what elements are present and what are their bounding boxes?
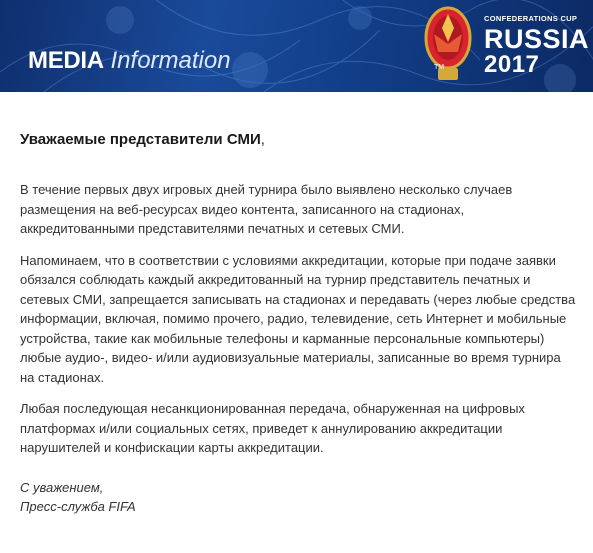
title-media: MEDIA	[28, 47, 104, 74]
letter-body	[20, 130, 576, 517]
letter-greeting	[20, 130, 576, 150]
media-information-banner	[0, 0, 593, 92]
greeting-comma: ,	[260, 131, 265, 148]
letter-signoff	[20, 478, 576, 517]
closing-line: С уважением,	[20, 479, 104, 495]
media-information-title	[28, 46, 231, 76]
paragraph-3: Любая последующая несанкционированная передача, обнаруженная на цифровых платформах и/или социальных сетях, приведет к аннулированию аккредитации нарушителей и конфискации карты аккредитации.	[20, 401, 525, 455]
logo-cup-label: CONFEDERATIONS CUP	[484, 14, 578, 23]
greeting-text: Уважаемые представители СМИ	[20, 131, 261, 148]
trademark-mark: TM	[434, 64, 445, 71]
paragraph-2: Напоминаем, что в соответствии с условиями аккредитации, которые при подаче заявки обязался соблюдать каждый аккредитованный на турнир представитель печатных и сетевых СМИ, запрещается записывать на стадионах и передавать (через любые средства информации, включая, помимо прочего, радио, телевидение, сеть Интернет и мобильные устройства, такие как мобильные телефоны и карманные персональные компьютеры) любые аудио-, видео- и/или аудиовизуальные материалы, записанные во время турнира на стадионах.	[20, 252, 576, 385]
logo-year: 2017	[484, 51, 540, 78]
title-information: Information	[110, 47, 231, 74]
confederations-cup-emblem-icon	[418, 4, 478, 88]
signature-line: Пресс-служба FIFA	[20, 499, 136, 514]
tournament-logo-text	[484, 14, 589, 77]
paragraph-1: В течение первых двух игровых дней турнира было выявлено несколько случаев размещения на веб-ресурсах видео контента, записанного на стадионах, аккредитованными представителями печатных и сетевых СМИ.	[20, 182, 513, 236]
logo-country: RUSSIA	[484, 24, 590, 54]
